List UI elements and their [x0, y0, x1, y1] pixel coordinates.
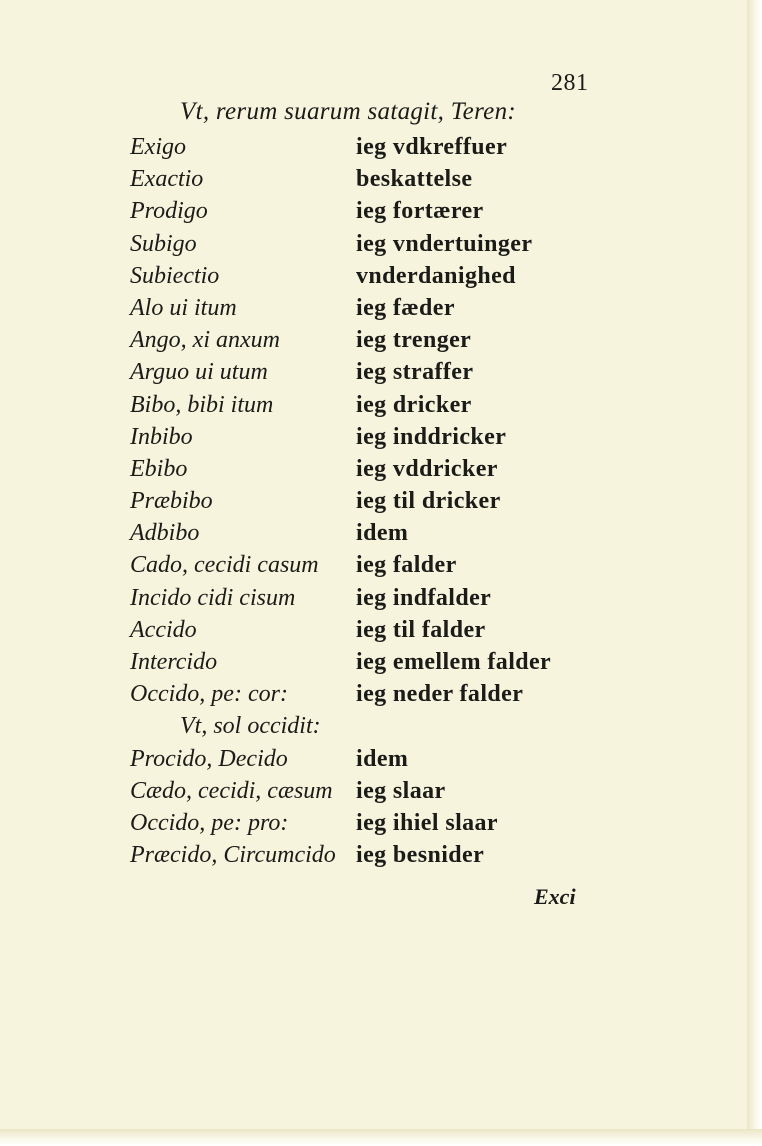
latin-term: Accido [130, 616, 197, 643]
latin-term: Prodigo [130, 198, 208, 225]
latin-term: Procido, Decido [130, 745, 288, 772]
danish-translation: ieg til dricker [356, 488, 501, 515]
latin-term: Bibo, bibi itum [130, 391, 274, 418]
latin-term: Occido, pe: pro: [130, 809, 289, 836]
danish-translation: ieg vdkreffuer [356, 134, 508, 160]
vocabulary-row [130, 134, 590, 166]
danish-translation: ieg besnider [356, 842, 485, 869]
latin-term: Præcido, Circumcido [130, 842, 336, 869]
vocabulary-list [130, 134, 590, 874]
vocabulary-row [130, 746, 590, 778]
danish-translation: ieg fæder [356, 294, 455, 321]
latin-term: Cado, cecidi casum [130, 552, 319, 579]
vocabulary-row [130, 585, 590, 617]
danish-translation: ieg dricker [356, 391, 472, 418]
latin-term: Ango, xi anxum [130, 327, 280, 354]
latin-term: Occido, pe: cor: [130, 681, 288, 708]
vocabulary-row [130, 424, 590, 456]
danish-translation: ieg straffer [356, 359, 474, 386]
danish-translation: ieg neder falder [356, 681, 524, 708]
latin-term: Ebibo [130, 455, 188, 482]
page-heading: Vt, rerum suarum satagit, Teren: [180, 98, 517, 125]
danish-translation: ieg inddricker [356, 423, 507, 450]
danish-translation: ieg fortærer [356, 198, 484, 225]
vocabulary-row [130, 488, 590, 520]
vocabulary-row [130, 649, 590, 681]
vocabulary-row [130, 359, 590, 391]
vocabulary-row [130, 842, 590, 874]
vocabulary-row [130, 392, 590, 424]
danish-translation: ieg ihiel slaar [356, 809, 498, 836]
latin-term: Vt, sol occidit: [180, 713, 321, 740]
latin-term: Exactio [130, 166, 204, 193]
latin-term: Incido cidi cisum [130, 584, 296, 611]
latin-term: Subiectio [130, 262, 220, 289]
vocabulary-row [130, 198, 590, 230]
vocabulary-row [130, 552, 590, 584]
vocabulary-row [130, 231, 590, 263]
catchword: Exci [534, 884, 576, 909]
vocabulary-row [130, 327, 590, 359]
page-edge-bottom [0, 1129, 762, 1146]
latin-term: Subigo [130, 230, 197, 257]
vocabulary-row [130, 778, 590, 810]
danish-translation: ieg slaar [356, 777, 446, 804]
vocabulary-row [130, 166, 590, 198]
vocabulary-row [130, 520, 590, 552]
danish-translation: ieg til falder [356, 616, 486, 643]
latin-term: Arguo ui utum [130, 359, 268, 386]
danish-translation: idem [356, 520, 409, 547]
vocabulary-row [130, 263, 590, 295]
vocabulary-row [130, 713, 590, 745]
danish-translation: idem [356, 745, 409, 772]
vocabulary-row [130, 617, 590, 649]
page-edge-right [747, 0, 762, 1146]
latin-term: Intercido [130, 649, 218, 675]
danish-translation: ieg vddricker [356, 455, 498, 482]
vocabulary-row [130, 681, 590, 713]
latin-term: Inbibo [130, 423, 193, 450]
latin-term: Cædo, cecidi, cæsum [130, 777, 333, 804]
latin-term: Exigo [130, 134, 186, 160]
danish-translation: ieg falder [356, 552, 457, 579]
vocabulary-row [130, 810, 590, 842]
danish-translation: ieg emellem falder [356, 649, 552, 675]
page-number: 281 [551, 70, 589, 96]
latin-term: Præbibo [130, 488, 213, 515]
danish-translation: ieg vndertuinger [356, 230, 533, 257]
danish-translation: vnderdanighed [356, 262, 516, 289]
vocabulary-row [130, 456, 590, 488]
danish-translation: beskattelse [356, 166, 473, 193]
danish-translation: ieg trenger [356, 327, 472, 354]
latin-term: Alo ui itum [130, 294, 237, 321]
danish-translation: ieg indfalder [356, 584, 492, 611]
latin-term: Adbibo [130, 520, 200, 547]
vocabulary-row [130, 295, 590, 327]
